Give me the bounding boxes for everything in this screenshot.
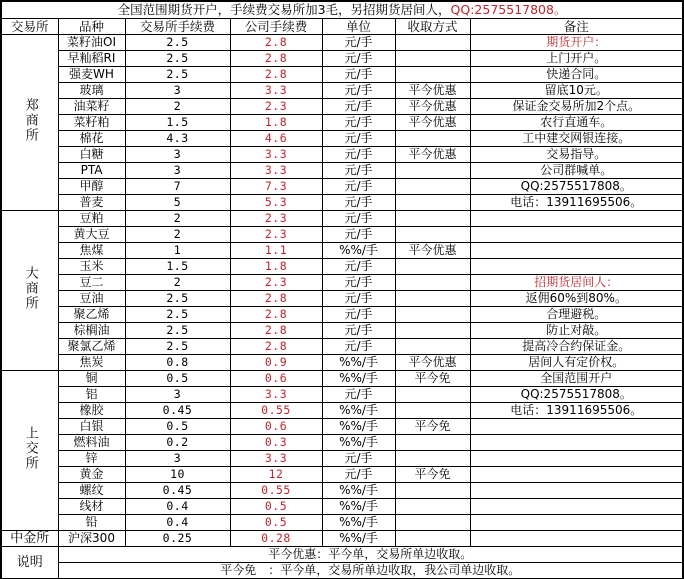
company-fee-cell: 0.5 [230,515,322,531]
remark-cell: 留底10元。 [470,83,683,99]
product-cell: 焦煤 [58,243,125,259]
remark-cell: 居间人有定价权。 [470,355,683,371]
product-cell: 棕榈油 [58,323,125,339]
remark-cell: 返佣60%到80%。 [470,291,683,307]
table-row [1,307,683,323]
exchange-name-cell [1,211,58,371]
exchange-fee-cell: 3 [125,83,230,99]
product-cell: 橡胶 [58,403,125,419]
exchange-fee-cell: 2.5 [125,323,230,339]
exchange-fee-cell: 1 [125,243,230,259]
unit-cell: %%/手 [322,403,395,419]
exchange-name: 大商所 [22,266,38,311]
product-cell: 铜 [58,371,125,387]
product-cell: 黄大豆 [58,227,125,243]
company-fee-cell: 3.3 [230,147,322,163]
remark-cell: 电话：13911695506。 [470,403,683,419]
unit-cell: 元/手 [322,451,395,467]
company-fee-cell: 0.55 [230,403,322,419]
method-cell [395,339,470,355]
exchange-fee-cell: 0.25 [125,531,230,547]
product-cell: 油菜籽 [58,99,125,115]
exchange-fee-cell: 1.5 [125,115,230,131]
method-cell [395,515,470,531]
exchange-fee-cell: 3 [125,387,230,403]
exchange-name-cell [1,35,58,211]
unit-cell: 元/手 [322,195,395,211]
remark-cell [470,499,683,515]
unit-cell: 元/手 [322,211,395,227]
method-cell [395,131,470,147]
method-cell [395,387,470,403]
product-cell: 沪深300 [58,531,125,547]
exchange-name: 上交所 [22,426,38,471]
table-row [1,211,683,227]
product-cell: 普麦 [58,195,125,211]
exchange-name-cell [1,531,58,547]
table-row [1,339,683,355]
method-cell: 平今免 [395,371,470,387]
company-fee-cell: 3.3 [230,387,322,403]
header-product: 品种 [58,19,125,35]
exchange-fee-cell: 3 [125,451,230,467]
method-cell: 平今免 [395,467,470,483]
method-cell: 平今优惠 [395,115,470,131]
company-fee-cell: 2.3 [230,227,322,243]
notes-section [1,547,683,579]
table-row [1,483,683,499]
header-remark: 备注 [470,19,683,35]
exchange-fee-cell: 5 [125,195,230,211]
table-row [1,115,683,131]
method-cell [395,51,470,67]
unit-cell: 元/手 [322,67,395,83]
table-row [1,35,683,51]
method-cell [395,323,470,339]
method-cell [395,35,470,51]
remark-cell: QQ:2575517808。 [470,179,683,195]
table-row [1,179,683,195]
remark-cell: 交易指导。 [470,147,683,163]
company-fee-cell: 2.8 [230,291,322,307]
unit-cell: 元/手 [322,339,395,355]
table-row [1,467,683,483]
exchange-fee-cell: 2 [125,275,230,291]
unit-cell: 元/手 [322,51,395,67]
exchange-fee-cell: 2.5 [125,51,230,67]
company-fee-cell: 1.8 [230,115,322,131]
company-fee-cell: 0.55 [230,483,322,499]
unit-cell: %%/手 [322,435,395,451]
note-line: 平今免 ：平今单，交易所单边收取，我公司单边收取。 [58,563,683,579]
remark-cell: 合理避税。 [470,307,683,323]
table-row [1,163,683,179]
product-cell: 早籼稻RI [58,51,125,67]
header-method: 收取方式 [395,19,470,35]
page-title [1,1,683,19]
company-fee-cell: 2.8 [230,51,322,67]
note-row [1,563,683,579]
table-row [1,67,683,83]
table-row [1,355,683,371]
exchange-fee-cell: 10 [125,467,230,483]
table-row [1,259,683,275]
company-fee-cell: 0.6 [230,419,322,435]
unit-cell: 元/手 [322,131,395,147]
product-cell: 白糖 [58,147,125,163]
company-fee-cell: 0.6 [230,371,322,387]
method-cell [395,403,470,419]
unit-cell: 元/手 [322,179,395,195]
header-row [1,19,683,35]
table-row [1,275,683,291]
header-exchange-fee: 交易所手续费 [125,19,230,35]
method-cell: 平今优惠 [395,147,470,163]
remark-cell [470,419,683,435]
product-cell: 黄金 [58,467,125,483]
method-cell: 平今免 [395,419,470,435]
exchange-fee-cell: 3 [125,147,230,163]
table-row [1,323,683,339]
table-row [1,51,683,67]
method-cell [395,259,470,275]
header-exchange: 交易所 [1,19,58,35]
company-fee-cell: 2.3 [230,99,322,115]
product-cell: 菜籽粕 [58,115,125,131]
remark-cell: 招期货居间人： [470,275,683,291]
company-fee-cell: 0.3 [230,435,322,451]
remark-cell [470,259,683,275]
remark-cell: 防止对敲。 [470,323,683,339]
note-line: 平今优惠：平今单，交易所单边收取。 [58,547,683,563]
unit-cell: 元/手 [322,83,395,99]
remark-cell: QQ:2575517808。 [470,387,683,403]
company-fee-cell: 2.8 [230,67,322,83]
product-cell: 强麦WH [58,67,125,83]
notes-label: 说明 [1,547,58,579]
exchange-name: 郑商所 [22,98,38,143]
company-fee-cell: 2.3 [230,211,322,227]
exchange-fee-cell: 0.2 [125,435,230,451]
table-row [1,227,683,243]
remark-cell: 公司群喊单。 [470,163,683,179]
exchange-fee-cell: 2.5 [125,291,230,307]
table-row [1,83,683,99]
exchange-fee-cell: 0.4 [125,499,230,515]
product-cell: 铅 [58,515,125,531]
company-fee-cell: 3.3 [230,163,322,179]
exchange-fee-cell: 1.5 [125,259,230,275]
unit-cell: 元/手 [322,35,395,51]
unit-cell: 元/手 [322,291,395,307]
product-cell: 铝 [58,387,125,403]
table-row [1,147,683,163]
header-unit: 单位 [322,19,395,35]
unit-cell: %%/手 [322,499,395,515]
remark-cell: 电话：13911695506。 [470,195,683,211]
unit-cell: 元/手 [322,275,395,291]
company-fee-cell: 7.3 [230,179,322,195]
method-cell [395,211,470,227]
remark-cell [470,435,683,451]
method-cell [395,435,470,451]
exchange-fee-cell: 2.5 [125,307,230,323]
table-row [1,435,683,451]
table-row [1,131,683,147]
method-cell [395,307,470,323]
remark-cell [470,243,683,259]
unit-cell: 元/手 [322,467,395,483]
title-row [1,1,683,19]
company-fee-cell: 3.3 [230,451,322,467]
company-fee-cell: 1.8 [230,259,322,275]
method-cell [395,531,470,547]
table-row [1,451,683,467]
exchange-fee-cell: 0.5 [125,371,230,387]
method-cell [395,67,470,83]
remark-cell [470,227,683,243]
product-cell: 燃料油 [58,435,125,451]
product-cell: 豆粕 [58,211,125,227]
remark-cell [470,483,683,499]
title-text: 全国范围期货开户，手续费交易所加3毛，另招期货居间人， [117,2,451,17]
unit-cell: %%/手 [322,531,395,547]
unit-cell: %%/手 [322,515,395,531]
remark-cell: 工中建交网银连接。 [470,131,683,147]
exchange-fee-cell: 2.5 [125,35,230,51]
company-fee-cell: 2.8 [230,323,322,339]
remark-cell: 期货开户： [470,35,683,51]
product-cell: 玉米 [58,259,125,275]
unit-cell: 元/手 [322,387,395,403]
remark-cell [470,451,683,467]
unit-cell: 元/手 [322,307,395,323]
remark-cell [470,515,683,531]
product-cell: 甲醇 [58,179,125,195]
method-cell [395,195,470,211]
company-fee-cell: 3.3 [230,83,322,99]
product-cell: 豆油 [58,291,125,307]
unit-cell: %%/手 [322,371,395,387]
unit-cell: %%/手 [322,355,395,371]
table-row [1,195,683,211]
fee-table-body [1,35,683,547]
method-cell [395,179,470,195]
company-fee-cell: 5.3 [230,195,322,211]
table-row [1,387,683,403]
table-row [1,403,683,419]
company-fee-cell: 2.3 [230,275,322,291]
exchange-fee-cell: 0.8 [125,355,230,371]
company-fee-cell: 0.9 [230,355,322,371]
company-fee-cell: 4.6 [230,131,322,147]
product-cell: 线材 [58,499,125,515]
table-row [1,371,683,387]
product-cell: 聚氯乙烯 [58,339,125,355]
table-row [1,99,683,115]
method-cell [395,499,470,515]
remark-cell [470,467,683,483]
unit-cell: %%/手 [322,419,395,435]
exchange-fee-cell: 2 [125,227,230,243]
product-cell: 棉花 [58,131,125,147]
method-cell: 平今优惠 [395,243,470,259]
exchange-fee-cell: 0.4 [125,515,230,531]
exchange-fee-cell: 0.45 [125,483,230,499]
unit-cell: 元/手 [322,227,395,243]
note-row [1,547,683,563]
exchange-fee-cell: 7 [125,179,230,195]
table-row [1,243,683,259]
unit-cell: %%/手 [322,483,395,499]
exchange-fee-cell: 2 [125,99,230,115]
method-cell [395,163,470,179]
company-fee-cell: 0.5 [230,499,322,515]
method-cell: 平今优惠 [395,99,470,115]
product-cell: 螺纹 [58,483,125,499]
product-cell: 锌 [58,451,125,467]
unit-cell: 元/手 [322,259,395,275]
product-cell: 聚乙烯 [58,307,125,323]
method-cell: 平今优惠 [395,83,470,99]
title-qq: QQ:2575517808。 [450,2,567,17]
method-cell [395,451,470,467]
company-fee-cell: 2.8 [230,35,322,51]
method-cell: 平今优惠 [395,355,470,371]
exchange-fee-cell: 2 [125,211,230,227]
table-row [1,499,683,515]
product-cell: PTA [58,163,125,179]
remark-cell: 上门开户。 [470,51,683,67]
product-cell: 玻璃 [58,83,125,99]
company-fee-cell: 12 [230,467,322,483]
remark-cell: 农行直通车。 [470,115,683,131]
table-row [1,419,683,435]
remark-cell: 提高冷合约保证金。 [470,339,683,355]
unit-cell: 元/手 [322,99,395,115]
exchange-fee-cell: 2.5 [125,339,230,355]
remark-cell: 保证金交易所加2个点。 [470,99,683,115]
remark-cell [470,531,683,547]
method-cell [395,291,470,307]
product-cell: 焦炭 [58,355,125,371]
remark-cell: 全国范围开户 [470,371,683,387]
exchange-name-cell [1,371,58,531]
table-row [1,531,683,547]
header-company-fee: 公司手续费 [230,19,322,35]
unit-cell: %%/手 [322,243,395,259]
company-fee-cell: 0.28 [230,531,322,547]
exchange-name: 中金所 [10,531,50,546]
company-fee-cell: 2.8 [230,339,322,355]
unit-cell: 元/手 [322,163,395,179]
product-cell: 白银 [58,419,125,435]
unit-cell: 元/手 [322,147,395,163]
exchange-fee-cell: 2.5 [125,67,230,83]
method-cell [395,483,470,499]
product-cell: 豆二 [58,275,125,291]
remark-cell [470,211,683,227]
unit-cell: 元/手 [322,115,395,131]
company-fee-cell: 1.1 [230,243,322,259]
method-cell [395,227,470,243]
exchange-fee-cell: 3 [125,163,230,179]
table-row [1,515,683,531]
product-cell: 菜籽油OI [58,35,125,51]
table-row [1,291,683,307]
unit-cell: 元/手 [322,323,395,339]
exchange-fee-cell: 0.45 [125,403,230,419]
company-fee-cell: 2.8 [230,307,322,323]
remark-cell: 快递合同。 [470,67,683,83]
exchange-fee-cell: 4.3 [125,131,230,147]
method-cell [395,275,470,291]
exchange-fee-cell: 0.5 [125,419,230,435]
